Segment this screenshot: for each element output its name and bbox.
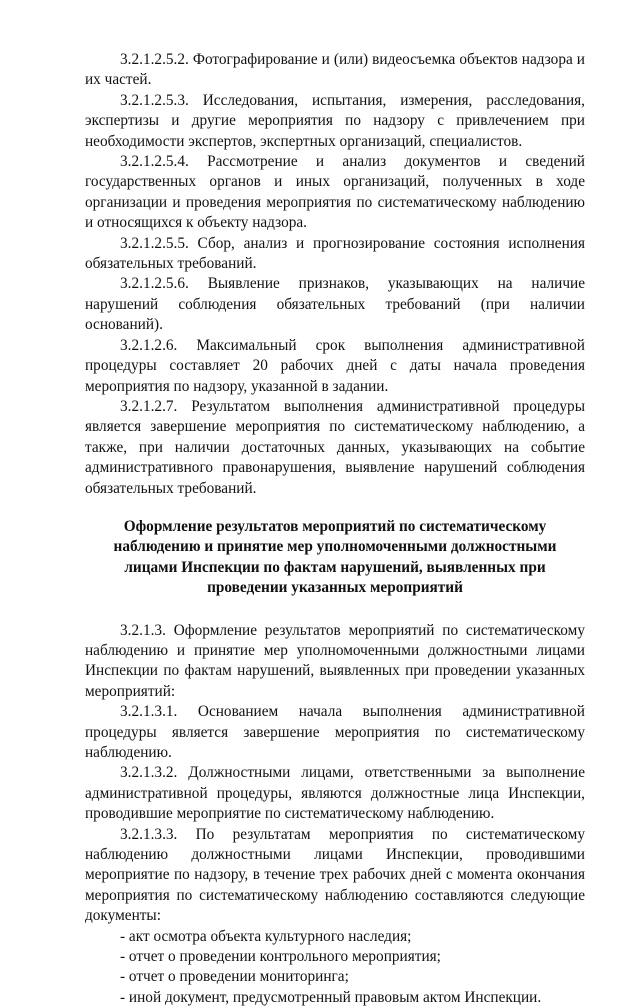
paragraph-3-2-1-3: 3.2.1.3. Оформление результатов мероприятий по систематическому наблюдению и принятие мер уполномоченными должностными лицами Инспекции по фактам нарушений, выявленных при проведении указанных мероприятий: (85, 621, 585, 700)
paragraph-3-2-1-2-7: 3.2.1.2.7. Результатом выполнения административной процедуры является завершение мероприятия по систематическому наблюдению, а также, при наличии достаточных данных, указывающих на событие административного правонарушения, выявление нарушений соблюдения обязательных требований. (85, 397, 585, 497)
list-item-monitoring-report: - отчет о проведении мониторинга; (120, 968, 349, 986)
paragraph-3-2-1-3-3: 3.2.1.3.3. По результатам мероприятия по систематическому наблюдению должностными лицами Инспекции, проводившими мероприятие по надзору, в течение трех рабочих дней с момента окончания мероприятия по систематическому наблюдению составляются следующие документы: (85, 825, 585, 925)
paragraph-3-2-1-3-2: 3.2.1.3.2. Должностными лицами, ответственными за выполнение административной процедуры, являются должностные лица Инспекции, проводившие мероприятие по систематическому наблюдению. (85, 764, 585, 823)
heading-spacer (85, 599, 585, 621)
paragraph-3-2-1-2-5-2: 3.2.1.2.5.2. Фотографирование и (или) видеосъемка объектов надзора и их частей. (85, 51, 585, 89)
paragraph-3-2-1-2-5-3: 3.2.1.2.5.3. Исследования, испытания, измерения, расследования, экспертизы и другие мероприятия по надзору с привлечением при необходимости экспертов, экспертных организаций, специалистов. (85, 91, 585, 150)
paragraph-3-2-1-2-5-6: 3.2.1.2.5.6. Выявление признаков, указывающих на наличие нарушений соблюдения обязательных требований (при наличии оснований). (85, 275, 585, 334)
paragraph-3-2-1-3-1: 3.2.1.3.1. Основанием начала выполнения административной процедуры является завершение мероприятия по систематическому наблюдению. (85, 703, 585, 761)
paragraph-3-2-1-2-6: 3.2.1.2.6. Максимальный срок выполнения административной процедуры составляет 20 рабочих дней с даты начала проведения мероприятия по надзору, указанной в задании. (85, 336, 585, 395)
document-page (85, 50, 585, 1008)
list-item-act: - акт осмотра объекта культурного наследия; (120, 927, 412, 945)
paragraph-3-2-1-2-5-5: 3.2.1.2.5.5. Сбор, анализ и прогнозирование состояния исполнения обязательных требований. (85, 234, 585, 273)
list-item-control-report: - отчет о проведении контрольного мероприятия; (120, 948, 441, 966)
paragraph-3-2-1-2-5-4: 3.2.1.2.5.4. Рассмотрение и анализ документов и сведений государственных органов и иных организаций, полученных в ходе организации и проведения мероприятия по систематическому наблюдению и относящихся к объекту надзора. (85, 153, 585, 232)
section-heading: Оформление результатов мероприятий по систематическому наблюдению и принятие мер уполномоченными должностными лицами Инспекции по фактам нарушений, выявленных при проведении указанных мероприятий (113, 517, 557, 597)
list-item-other-document: - иной документ, предусмотренный правовым актом Инспекции. (120, 988, 542, 1006)
